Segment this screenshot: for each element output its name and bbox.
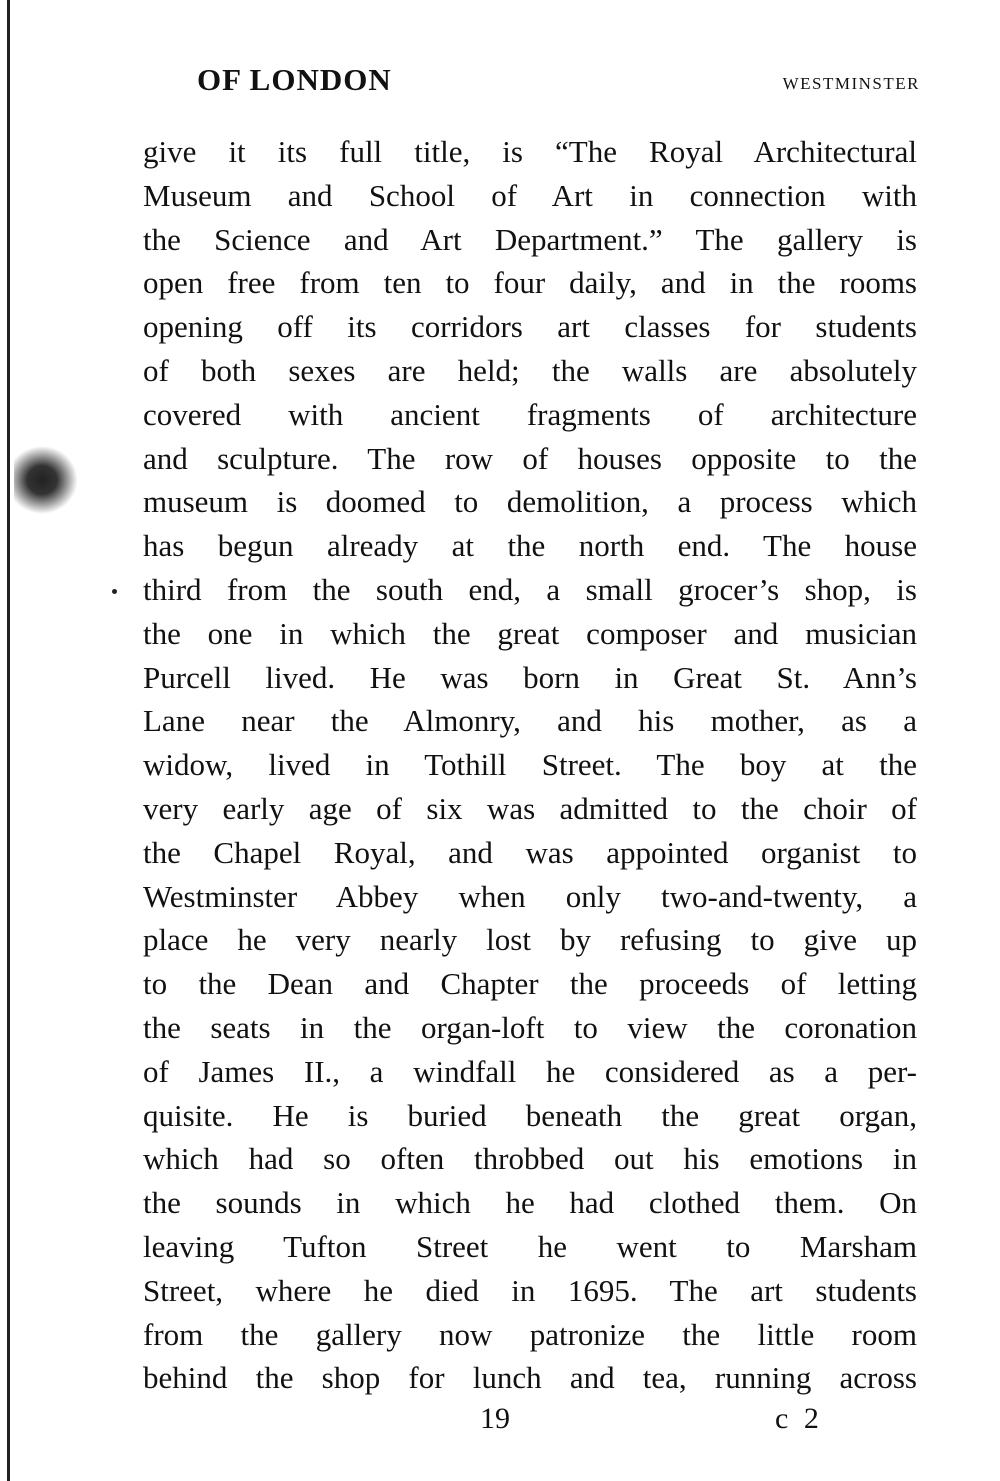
text-line: which had so often throbbed out his emotions in (143, 1141, 917, 1177)
text-line: Lane near the Almonry, and his mother, as a (143, 703, 917, 739)
text-line: widow, lived in Tothill Street. The boy at the (143, 747, 917, 783)
text-line: third from the south end, a small grocer’s shop, is (143, 571, 917, 607)
text-line: Street, where he died in 1695. The art students (143, 1272, 917, 1308)
text-line: opening off its corridors art classes for students (143, 309, 917, 345)
running-title: OF LONDON (197, 62, 392, 97)
ink-dot (112, 589, 117, 594)
body-text (143, 130, 917, 1400)
text-line: has begun already at the north end. The house (143, 528, 917, 564)
section-title: WESTMINSTER (782, 74, 920, 93)
text-line: give it its full title, is “The Royal Architectural (143, 134, 917, 169)
text-line: covered with ancient fragments of architecture (143, 396, 917, 432)
text-line: of both sexes are held; the walls are absolutely (143, 352, 917, 388)
text-line: open free from ten to four daily, and in the rooms (143, 265, 917, 301)
text-line: and sculpture. The row of houses opposite to the (143, 440, 917, 476)
page-number: 19 (480, 1402, 510, 1435)
text-line: the one in which the great composer and musician (143, 615, 917, 651)
ink-smudge (14, 440, 84, 520)
text-line: to the Dean and Chapter the proceeds of letting (143, 966, 917, 1002)
text-line: the seats in the organ-loft to view the coronation (143, 1009, 917, 1045)
text-line: Museum and School of Art in connection with (143, 177, 917, 213)
page-edge-line (7, 0, 10, 1481)
text-line: the Chapel Royal, and was appointed organist to (143, 834, 917, 870)
text-line: place he very nearly lost by refusing to give up (143, 922, 917, 958)
text-line: of James II., a windfall he considered as a per- (143, 1053, 917, 1089)
text-line: quisite. He is buried beneath the great organ, (143, 1097, 917, 1133)
text-line: from the gallery now patronize the little room (143, 1316, 917, 1352)
text-line: leaving Tufton Street he went to Marsham (143, 1228, 917, 1264)
text-line: behind the shop for lunch and tea, running across (143, 1360, 917, 1396)
text-line: Purcell lived. He was born in Great St. Ann’s (143, 659, 917, 695)
text-line: the sounds in which he had clothed them. On (143, 1185, 917, 1221)
text-line: very early age of six was admitted to the choir of (143, 790, 917, 826)
text-line: the Science and Art Department.” The gallery is (143, 221, 917, 257)
text-line: museum is doomed to demolition, a process which (143, 484, 917, 520)
signature-mark: c 2 (775, 1402, 823, 1435)
text-line: Westminster Abbey when only two-and-twenty, a (143, 878, 917, 914)
